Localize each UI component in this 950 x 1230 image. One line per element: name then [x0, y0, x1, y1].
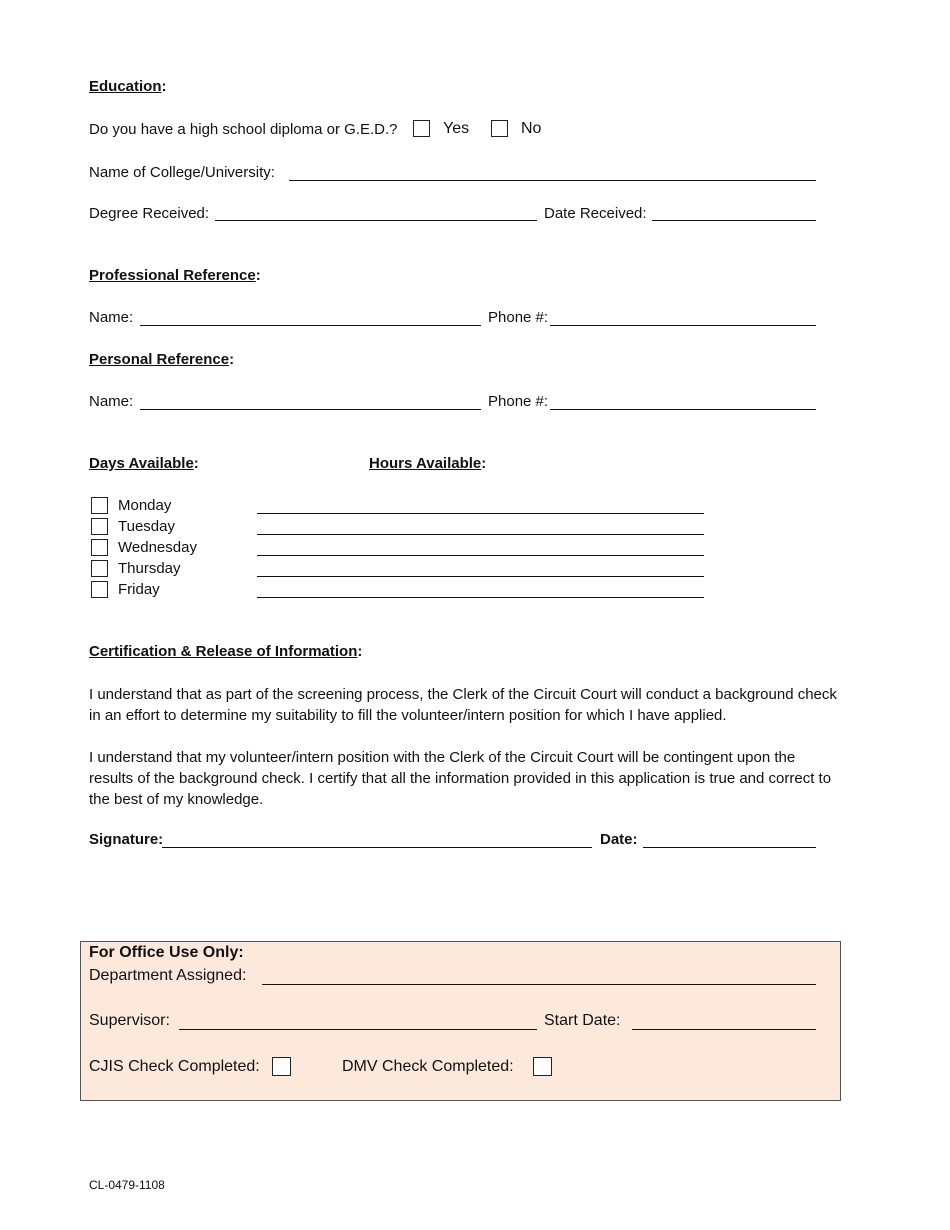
personal-phone-label: Phone #: — [488, 393, 549, 410]
signature-field[interactable] — [162, 847, 592, 848]
cjis-label: CJIS Check Completed: — [89, 1058, 260, 1075]
days-available-heading: Days Available: — [89, 455, 199, 472]
office-use-panel — [80, 941, 841, 1101]
supervisor-label: Supervisor: — [89, 1012, 170, 1029]
start-date-field[interactable] — [632, 1029, 816, 1030]
day-checkbox-monday[interactable] — [91, 497, 108, 514]
hours-field-wednesday[interactable] — [257, 555, 704, 556]
hours-field-monday[interactable] — [257, 513, 704, 514]
personal-name-field[interactable] — [140, 409, 481, 410]
dmv-label: DMV Check Completed: — [342, 1058, 514, 1075]
hours-available-heading: Hours Available: — [369, 455, 487, 472]
personal-phone-field[interactable] — [550, 409, 816, 410]
certification-heading: Certification & Release of Information: — [89, 643, 363, 660]
start-date-label: Start Date: — [544, 1012, 621, 1029]
college-label: Name of College/University: — [89, 164, 275, 181]
day-checkbox-wednesday[interactable] — [91, 539, 108, 556]
department-field[interactable] — [262, 984, 816, 985]
office-use-heading: For Office Use Only: — [89, 944, 244, 961]
day-label-friday: Friday — [118, 581, 160, 598]
dmv-checkbox[interactable] — [533, 1057, 552, 1076]
degree-field[interactable] — [215, 220, 537, 221]
cjis-checkbox[interactable] — [272, 1057, 291, 1076]
day-checkbox-friday[interactable] — [91, 581, 108, 598]
day-label-tuesday: Tuesday — [118, 518, 175, 535]
personal-reference-heading: Personal Reference: — [89, 351, 235, 368]
hours-field-thursday[interactable] — [257, 576, 704, 577]
diploma-question: Do you have a high school diploma or G.E.D.? — [89, 121, 398, 138]
professional-reference-heading: Professional Reference: — [89, 267, 261, 284]
department-label: Department Assigned: — [89, 967, 247, 984]
college-field[interactable] — [289, 180, 816, 181]
diploma-yes-label: Yes — [443, 120, 470, 137]
date-received-label: Date Received: — [544, 205, 647, 222]
supervisor-field[interactable] — [179, 1029, 537, 1030]
day-label-wednesday: Wednesday — [118, 539, 197, 556]
signature-label: Signature: — [89, 831, 164, 848]
day-checkbox-thursday[interactable] — [91, 560, 108, 577]
certification-paragraph-2: I understand that my volunteer/intern position with the Clerk of the Circuit Court will be contingent upon the results of the background check. I certify that all the information provided in this application is true and correct to the best of my knowledge. — [89, 749, 832, 808]
diploma-no-label: No — [521, 120, 542, 137]
professional-name-field[interactable] — [140, 325, 481, 326]
date-received-field[interactable] — [652, 220, 816, 221]
professional-phone-field[interactable] — [550, 325, 816, 326]
degree-label: Degree Received: — [89, 205, 210, 222]
hours-field-friday[interactable] — [257, 597, 704, 598]
diploma-no-checkbox[interactable] — [491, 120, 508, 137]
day-label-monday: Monday — [118, 497, 172, 514]
signature-date-field[interactable] — [643, 847, 816, 848]
personal-name-label: Name: — [89, 393, 134, 410]
education-heading: Education: — [89, 78, 167, 95]
professional-name-label: Name: — [89, 309, 134, 326]
professional-phone-label: Phone #: — [488, 309, 549, 326]
day-checkbox-tuesday[interactable] — [91, 518, 108, 535]
certification-paragraph-1: I understand that as part of the screening process, the Clerk of the Circuit Court will conduct a background check in an effort to determine my suitability to fill the volunteer/intern position for which I have applied. — [89, 686, 837, 724]
diploma-yes-checkbox[interactable] — [413, 120, 430, 137]
signature-date-label: Date: — [600, 831, 638, 848]
day-label-thursday: Thursday — [118, 560, 181, 577]
hours-field-tuesday[interactable] — [257, 534, 704, 535]
form-code: CL-0479-1108 — [89, 1178, 165, 1192]
